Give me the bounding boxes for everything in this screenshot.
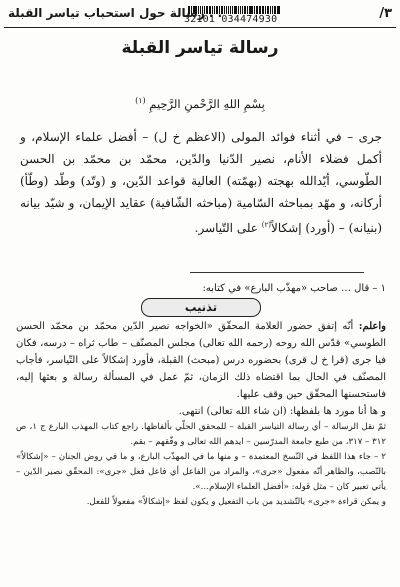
- page-number: ٣/: [379, 6, 392, 21]
- footnote-reference: ثمّ نقل الرسالة – أي رسالة التياسر القبلة – للمحقق الحلّي بألفاظها. راجع كتاب المهذب البارع ج ١، ص ٣١٢ – ٣١٧، من طبع جامعة المدرّسين – ايدهم الله تعالى و وفّقهم – بقم.: [16, 422, 386, 447]
- footnote-lead-word: واعلم:: [358, 321, 386, 332]
- barcode-bar: [256, 6, 258, 14]
- treatise-title: رسالة تياسر القبلة: [121, 38, 279, 58]
- barcode-bar: [274, 6, 276, 14]
- main-text-body: جرى – في أثناء فوائد المولى (الاعظم خ ل) – أفضل علماء الإسلام، و أكمل فضلاء الأنام، نصير الدّنيا والدّين، محمّد بن محمّد بن الحسن الطّوسي، أيّدالله بهجته (بهمّته) العالية قواعد الدّين، و (وتّد) وطّد (وطّأ) أركانه، و مهّد بمباحثه السّامية (مباحثه الشّافية) عقايد الإيمان، و شيّد بيانه (بنيانه) – (أورد) إشكالاً: [20, 130, 382, 235]
- barcode-bar: [240, 6, 241, 14]
- barcode-bar: [262, 6, 264, 14]
- footnote-1-body: [16, 318, 386, 403]
- running-header: [6, 4, 392, 26]
- footnote-1-text: أنّه إتفق حضور العلامة المحقّق «الخواجه نصير الدّين محمّد بن محمّد الحسن الطوسي» قدّس الله روحه (رحمه الله تعالى) مجلس المصنّف – طاب ثراه – درسه، فكان فيا جرى (قرا خ ل قرى) بحضوره درس (مبحث) القبلة، فأورد إشكالاً على التّياسر، فأجاب المصنّف في الحال بما اقتضاه ذلك الزمان، ثمّ عمل في المسألة رسالة و بعثها إليه، فاستحسنها المحقّق حين وقف عليها.: [16, 321, 386, 400]
- barcode-bar: [250, 6, 253, 14]
- header-rule: [4, 27, 396, 28]
- barcode-number: 32101 034474930: [184, 14, 278, 25]
- basmala-note-mark: (١): [135, 96, 146, 105]
- barcode-bar: [260, 6, 261, 14]
- barcode-bar: [259, 6, 260, 14]
- tadhnib-badge: تذنيب: [141, 298, 261, 317]
- footnote-separator: [190, 272, 364, 273]
- footnote-2-continuation: و يمكن قراءة «جرى» بالتّشديد من باب التفعيل و يكون لفظ «إشكالاً» مفعولاً للفعل.: [86, 497, 386, 507]
- footnote-2: ٢ – جاء هذا اللفظ في النّسخ المعتمدة – و منها ما في المهذّب البارع، و ما في روض الجنان – «إشكالاً» بالنّصب، والظاهر أنّه مفعول «جرى»، والمراد من الفاعل أي فاعل فعل «جرى»: المحقّق نصير الدّين – يأتي تعبير كان – مثل قوله: «أفضل العلماء الإسلام…».: [16, 452, 386, 492]
- barcode-bar: [232, 6, 233, 14]
- barcode-bar: [242, 6, 243, 14]
- main-paragraph: [20, 126, 382, 239]
- barcode-bar: [244, 6, 246, 14]
- barcode-bar: [228, 6, 230, 14]
- footnote-mark: (٢): [261, 221, 272, 229]
- barcode-bar: [267, 6, 270, 14]
- barcode-bar: [249, 6, 250, 14]
- barcode-bar: [230, 6, 231, 14]
- barcode-bar: [224, 6, 225, 14]
- barcode-bar: [234, 6, 237, 14]
- footnote-1-intro: ١ – قال … صاحب «مهذّب البارع» في كتابه:: [202, 283, 386, 294]
- barcode-bar: [278, 6, 280, 14]
- barcode-bar: [272, 6, 273, 14]
- main-text-tail: على التّياسر.: [194, 221, 258, 235]
- barcode-bar: [226, 6, 227, 14]
- basmala-text: بِسْمِ اللهِ الرَّحْمنِ الرَّحِيمِ: [149, 96, 265, 111]
- running-title: . . رسالة حول استحباب تياسر القبلة: [8, 6, 223, 20]
- footnotes: [16, 280, 386, 510]
- barcode-bar: [265, 6, 266, 14]
- basmala: [0, 96, 400, 111]
- barcode-bar: [247, 6, 248, 14]
- barcode-bar: [277, 6, 278, 14]
- barcode-bar: [254, 6, 255, 14]
- footnote-1-close: و ها أنا مورد ها بلفظها: (ان شاء الله تعالى) انتهى.: [178, 406, 386, 417]
- barcode-bar: [270, 6, 271, 14]
- main-text: [20, 126, 382, 239]
- barcode-bar: [238, 6, 240, 14]
